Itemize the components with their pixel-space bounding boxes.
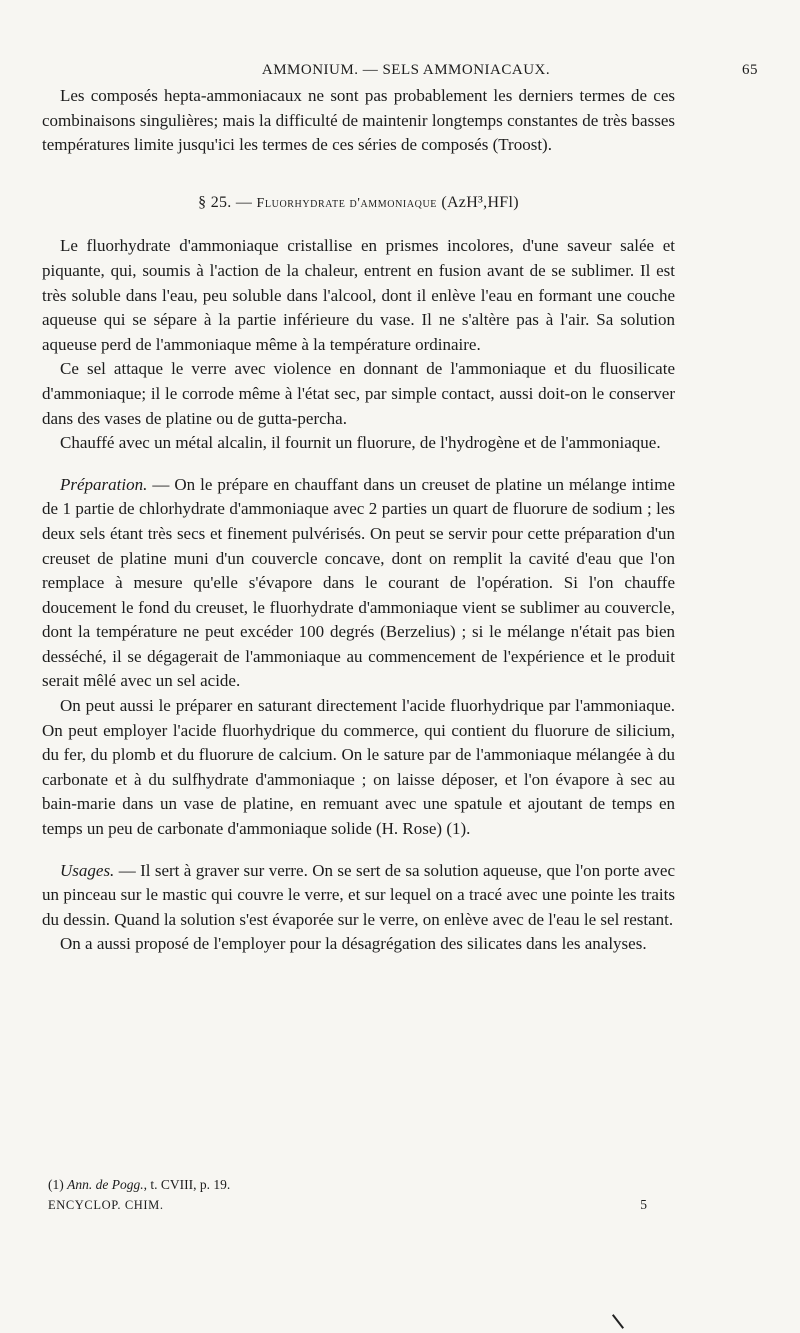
footnote-source: Ann. de Pogg. [67,1177,144,1192]
footnote-marker: (1) [48,1177,64,1192]
spacer [42,842,675,859]
footer-row [42,1195,675,1215]
spacer [42,456,675,473]
paragraph-preparation-alt: On peut aussi le préparer en saturant directement l'acide fluorhydrique par l'ammoniaque. On peut employer l'acide fluorhydrique du commerce, qui contient du fluorure de silicium, du fer, du plomb et du fluorure de calcium. On le sature par de l'ammoniaque mélangée à du carbonate et à du sulfhydrate d'ammoniaque ; on laisse déposer, et l'on évapore à sec au bain-marie dans un vase de platine, en remuant avec une spatule et ajoutant de temps en temps un peu de carbonate d'ammoniaque solide (H. Rose) (1). [42,696,675,839]
section-number: § 25. — [198,193,253,211]
paragraph-usages [42,859,675,933]
paragraph-preparation [42,473,675,694]
running-title: AMMONIUM. — SELS AMMONIACAUX. [261,62,551,78]
paragraph-intro: Les composés hepta-ammoniacaux ne sont pas probablement les derniers termes de ces combinaisons singulières; mais la difficulté de maintenir longtemps constantes de très basses températures limite jusqu'ici les termes de ces séries de composés (Troost). [42,86,675,155]
section-title: Fluorhydrate d'ammoniaque [256,195,437,211]
signature-mark: ENCYCLOP. CHIM. [48,1198,164,1212]
paragraph-glass: Ce sel attaque le verre avec violence en donnant de l'ammoniaque et du fluosilicate d'ammoniaque; il le corrode même à l'état sec, par simple contact, aussi doit-on le conserver dans des vases de platine ou de gutta-percha. [42,359,675,428]
section-heading [42,191,675,217]
footnote [42,1175,675,1215]
usages-lead: Usages. [60,860,115,880]
footnote-rest: , t. CVIII, p. 19. [143,1177,231,1192]
paragraph-alkali: Chauffé avec un métal alcalin, il fournit un fluorure, de l'hydrogène et de l'ammoniaque. [60,433,661,453]
preparation-text: — On le prépare en chauffant dans un creuset de platine un mélange intime de 1 partie de chlorhydrate d'ammoniaque avec 2 parties un quart de fluorure de sodium ; les deux sels étant très secs et finement pulvérisés. On peut se servir pour cette préparation d'un creuset de platine muni d'un couvercle concave, dont on remplit la cavité d'eau que l'on remplace à mesure qu'elle s'évapore dans le courant de l'opération. Si l'on chauffe doucement le fond du creuset, le fluorhydrate d'ammoniaque vient se sublimer au couvercle, dont la température ne peut excéder 100 degrés (Berzelius) ; si le mélange n'était pas bien desséché, il se dégagerait de l'ammoniaque au commencement de l'expérience et le produit serait mêlé avec un sel acide. [42,474,675,691]
stray-ink-mark [612,1314,624,1329]
body-text [42,84,675,957]
sheet-number: 5 [640,1197,647,1212]
usages-text: — Il sert à graver sur verre. On se sert de sa solution aqueuse, que l'on porte avec un pinceau sur le mastic qui couvre le verre, et sur lequel on a tracé avec une pointe les traits du dessin. Quand la solution s'est évaporée sur le verre, on enlève avec de l'eau le sel restant. [42,860,675,929]
paragraph-usages-alt: On a aussi proposé de l'employer pour la désagrégation des silicates dans les analyses. [60,934,647,954]
page-number: 65 [742,62,758,78]
preparation-lead: Préparation. [60,474,148,494]
paragraph-properties: Le fluorhydrate d'ammoniaque cristallise en prismes incolores, d'une saveur salée et piquante, qui, soumis à l'action de la chaleur, entrent en fusion avant de se sublimer. Il est très soluble dans l'eau, peu soluble dans l'alcool, dont il enlève l'eau en formant une couche aqueuse qui se sépare à la partie inférieure du vase. Il ne s'altère pas à l'air. Sa solution aqueuse perd de l'ammoniaque même à la température ordinaire. [42,236,675,354]
footnote-line [42,1175,675,1195]
section-formula: (AzH³,HFl) [441,193,519,211]
